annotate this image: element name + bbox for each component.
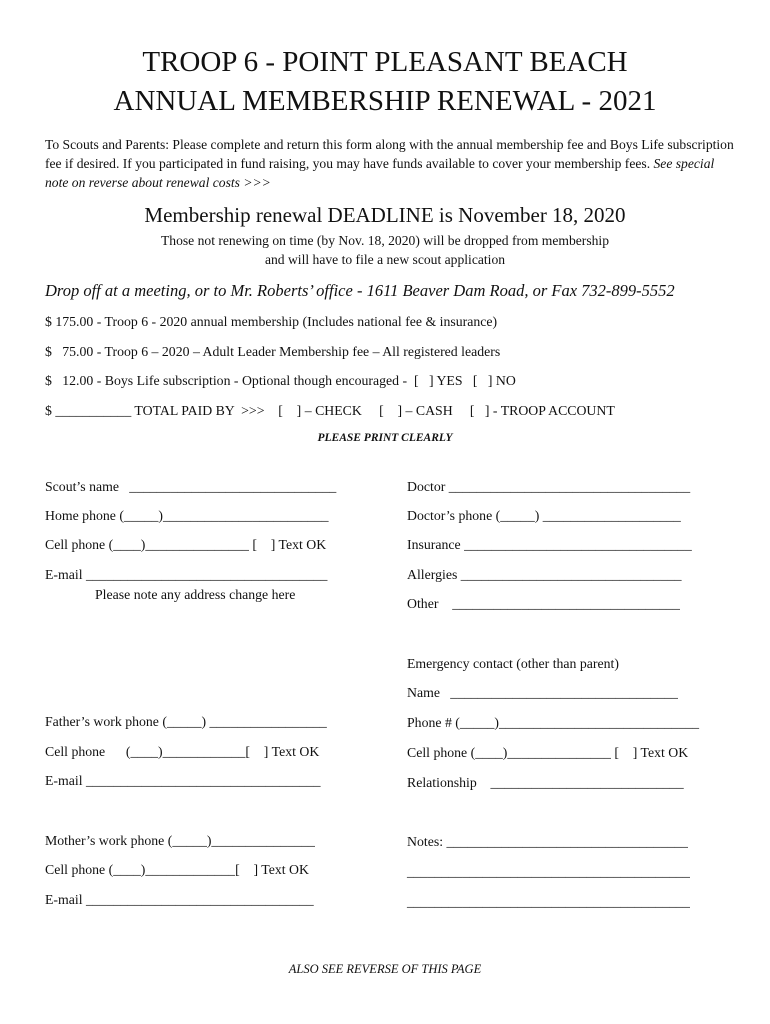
emergency-relationship-field[interactable]: Relationship ____________________________: [407, 775, 684, 790]
dropoff-instructions: Drop off at a meeting, or to Mr. Roberts’ office - 1611 Beaver Dam Road, or Fax 732-899-5552: [45, 281, 675, 300]
fee-annual-membership: $ 175.00 - Troop 6 - 2020 annual membership (Includes national fee & insurance): [45, 314, 498, 329]
emergency-contact-heading: Emergency contact (other than parent): [407, 656, 619, 671]
intro-text: To Scouts and Parents: Please complete and return this form along with the annual membership fee and Boys Life subscription fee if desired. If you participated in fund raising, you may have funds available to cover your membership fees.: [45, 137, 734, 171]
emergency-name-field[interactable]: Name _________________________________: [407, 685, 678, 700]
intro-reverse-note: See special note on reverse about renewal costs >>>: [45, 156, 715, 190]
notes-field[interactable]: Notes: ___________________________________: [407, 834, 688, 849]
doctor-phone-field[interactable]: Doctor’s phone (_____) ____________________: [407, 508, 681, 523]
doctor-field[interactable]: Doctor ___________________________________: [407, 479, 691, 494]
form-title-line1: TROOP 6 - POINT PLEASANT BEACH: [142, 46, 628, 78]
reverse-page-note: ALSO SEE REVERSE OF THIS PAGE: [288, 962, 482, 976]
fee-adult-leader: $ 75.00 - Troop 6 – 2020 – Adult Leader Membership fee – All registered leaders: [45, 344, 501, 359]
deadline-note-line2: and will have to file a new scout application: [264, 252, 506, 267]
notes-line-2[interactable]: _________________________________________: [407, 864, 690, 879]
intro-paragraph: [45, 135, 735, 192]
mother-work-phone-field[interactable]: Mother’s work phone (_____)_______________: [45, 833, 315, 848]
insurance-field[interactable]: Insurance _________________________________: [407, 537, 692, 552]
address-change-note: Please note any address change here: [95, 587, 296, 602]
deadline-heading: Membership renewal DEADLINE is November 18, 2020: [144, 203, 626, 227]
emergency-phone-field[interactable]: Phone # (_____)_____________________________: [407, 715, 700, 730]
emergency-cell-phone-field[interactable]: Cell phone (____)_______________ [ ] Text OK: [407, 745, 689, 760]
form-title-line2: ANNUAL MEMBERSHIP RENEWAL - 2021: [113, 85, 657, 117]
mother-email-field[interactable]: E-mail _________________________________: [45, 892, 314, 907]
scout-name-field[interactable]: Scout’s name ______________________________: [45, 479, 337, 494]
father-cell-phone-field[interactable]: Cell phone (____)____________[ ] Text OK: [45, 744, 320, 759]
allergies-field[interactable]: Allergies ________________________________: [407, 567, 682, 582]
other-medical-field[interactable]: Other _________________________________: [407, 596, 680, 611]
fee-boys-life: $ 12.00 - Boys Life subscription - Optional though encouraged - [ ] YES [ ] NO: [45, 373, 516, 388]
mother-cell-phone-field[interactable]: Cell phone (____)_____________[ ] Text OK: [45, 862, 309, 877]
deadline-note-line1: Those not renewing on time (by Nov. 18, 2020) will be dropped from membership: [160, 233, 609, 248]
scout-email-field[interactable]: E-mail ___________________________________: [45, 567, 328, 582]
notes-line-3[interactable]: _________________________________________: [407, 894, 690, 909]
scout-home-phone-field[interactable]: Home phone (_____)________________________: [45, 508, 329, 523]
scout-cell-phone-field[interactable]: Cell phone (____)_______________ [ ] Text OK: [45, 537, 327, 552]
fee-total-paid: $ ___________ TOTAL PAID BY >>> [ ] – CHECK [ ] – CASH [ ] - TROOP ACCOUNT: [45, 403, 615, 418]
father-work-phone-field[interactable]: Father’s work phone (_____) _________________: [45, 714, 327, 729]
father-email-field[interactable]: E-mail __________________________________: [45, 773, 321, 788]
print-clearly-note: PLEASE PRINT CLEARLY: [317, 432, 453, 444]
